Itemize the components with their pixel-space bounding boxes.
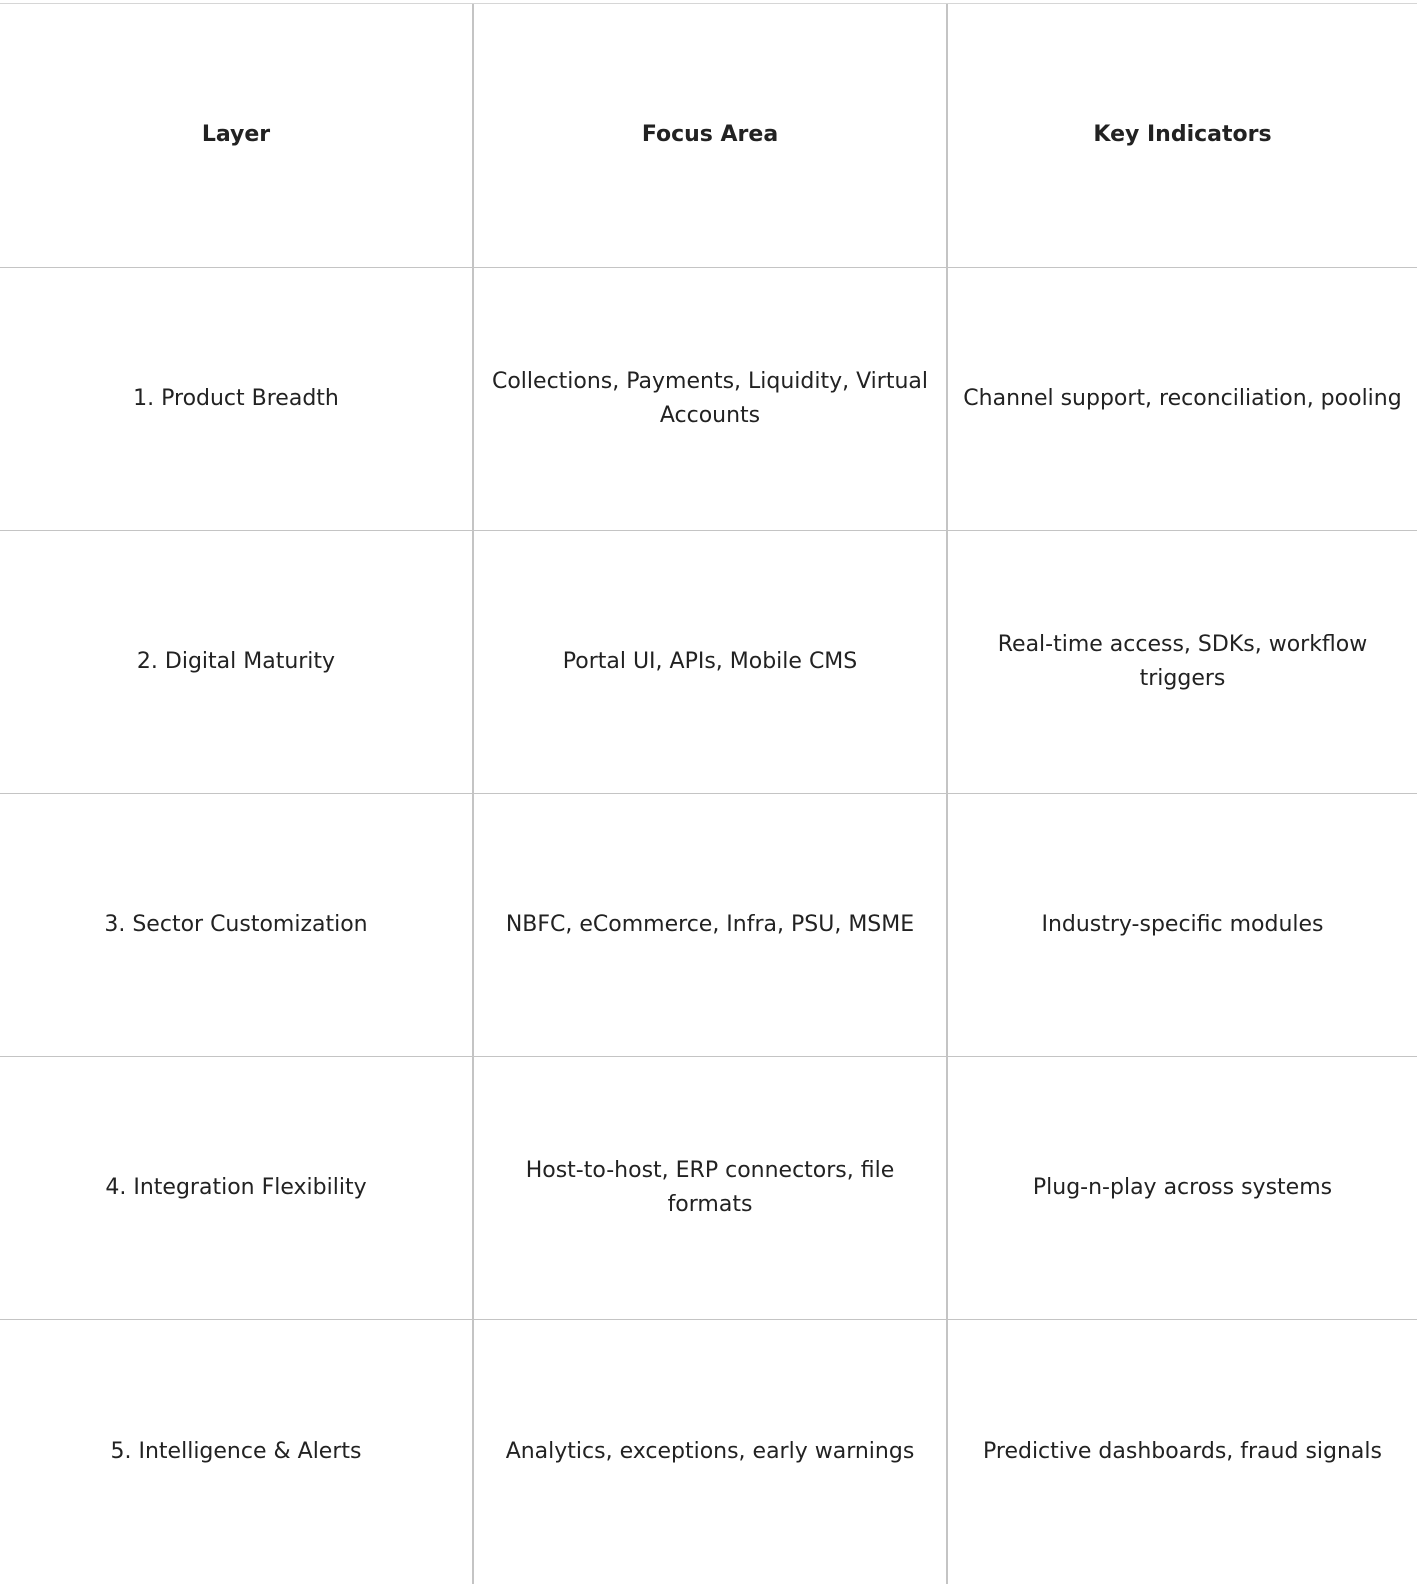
cell-key-indicators: Channel support, reconciliation, pooling bbox=[947, 267, 1417, 530]
cell-focus-area: Host-to-host, ERP connectors, file formats bbox=[473, 1056, 947, 1319]
cell-key-indicators: Predictive dashboards, fraud signals bbox=[947, 1319, 1417, 1584]
table-header-row bbox=[0, 4, 1417, 267]
layer-matrix-table bbox=[0, 4, 1417, 1584]
cell-layer: 1. Product Breadth bbox=[0, 267, 473, 530]
table-row bbox=[0, 267, 1417, 530]
table-row bbox=[0, 793, 1417, 1056]
cell-layer: 5. Intelligence & Alerts bbox=[0, 1319, 473, 1584]
cell-key-indicators: Plug-n-play across systems bbox=[947, 1056, 1417, 1319]
header-layer: Layer bbox=[0, 4, 473, 267]
cell-focus-area: Analytics, exceptions, early warnings bbox=[473, 1319, 947, 1584]
cell-key-indicators: Industry-specific modules bbox=[947, 793, 1417, 1056]
cell-focus-area: NBFC, eCommerce, Infra, PSU, MSME bbox=[473, 793, 947, 1056]
cell-layer: 3. Sector Customization bbox=[0, 793, 473, 1056]
cell-focus-area: Portal UI, APIs, Mobile CMS bbox=[473, 530, 947, 793]
cell-focus-area: Collections, Payments, Liquidity, Virtual Accounts bbox=[473, 267, 947, 530]
header-focus-area: Focus Area bbox=[473, 4, 947, 267]
header-key-indicators: Key Indicators bbox=[947, 4, 1417, 267]
cell-key-indicators: Real-time access, SDKs, workflow triggers bbox=[947, 530, 1417, 793]
table-row bbox=[0, 1319, 1417, 1584]
table-row bbox=[0, 530, 1417, 793]
cell-layer: 4. Integration Flexibility bbox=[0, 1056, 473, 1319]
table-row bbox=[0, 1056, 1417, 1319]
cell-layer: 2. Digital Maturity bbox=[0, 530, 473, 793]
